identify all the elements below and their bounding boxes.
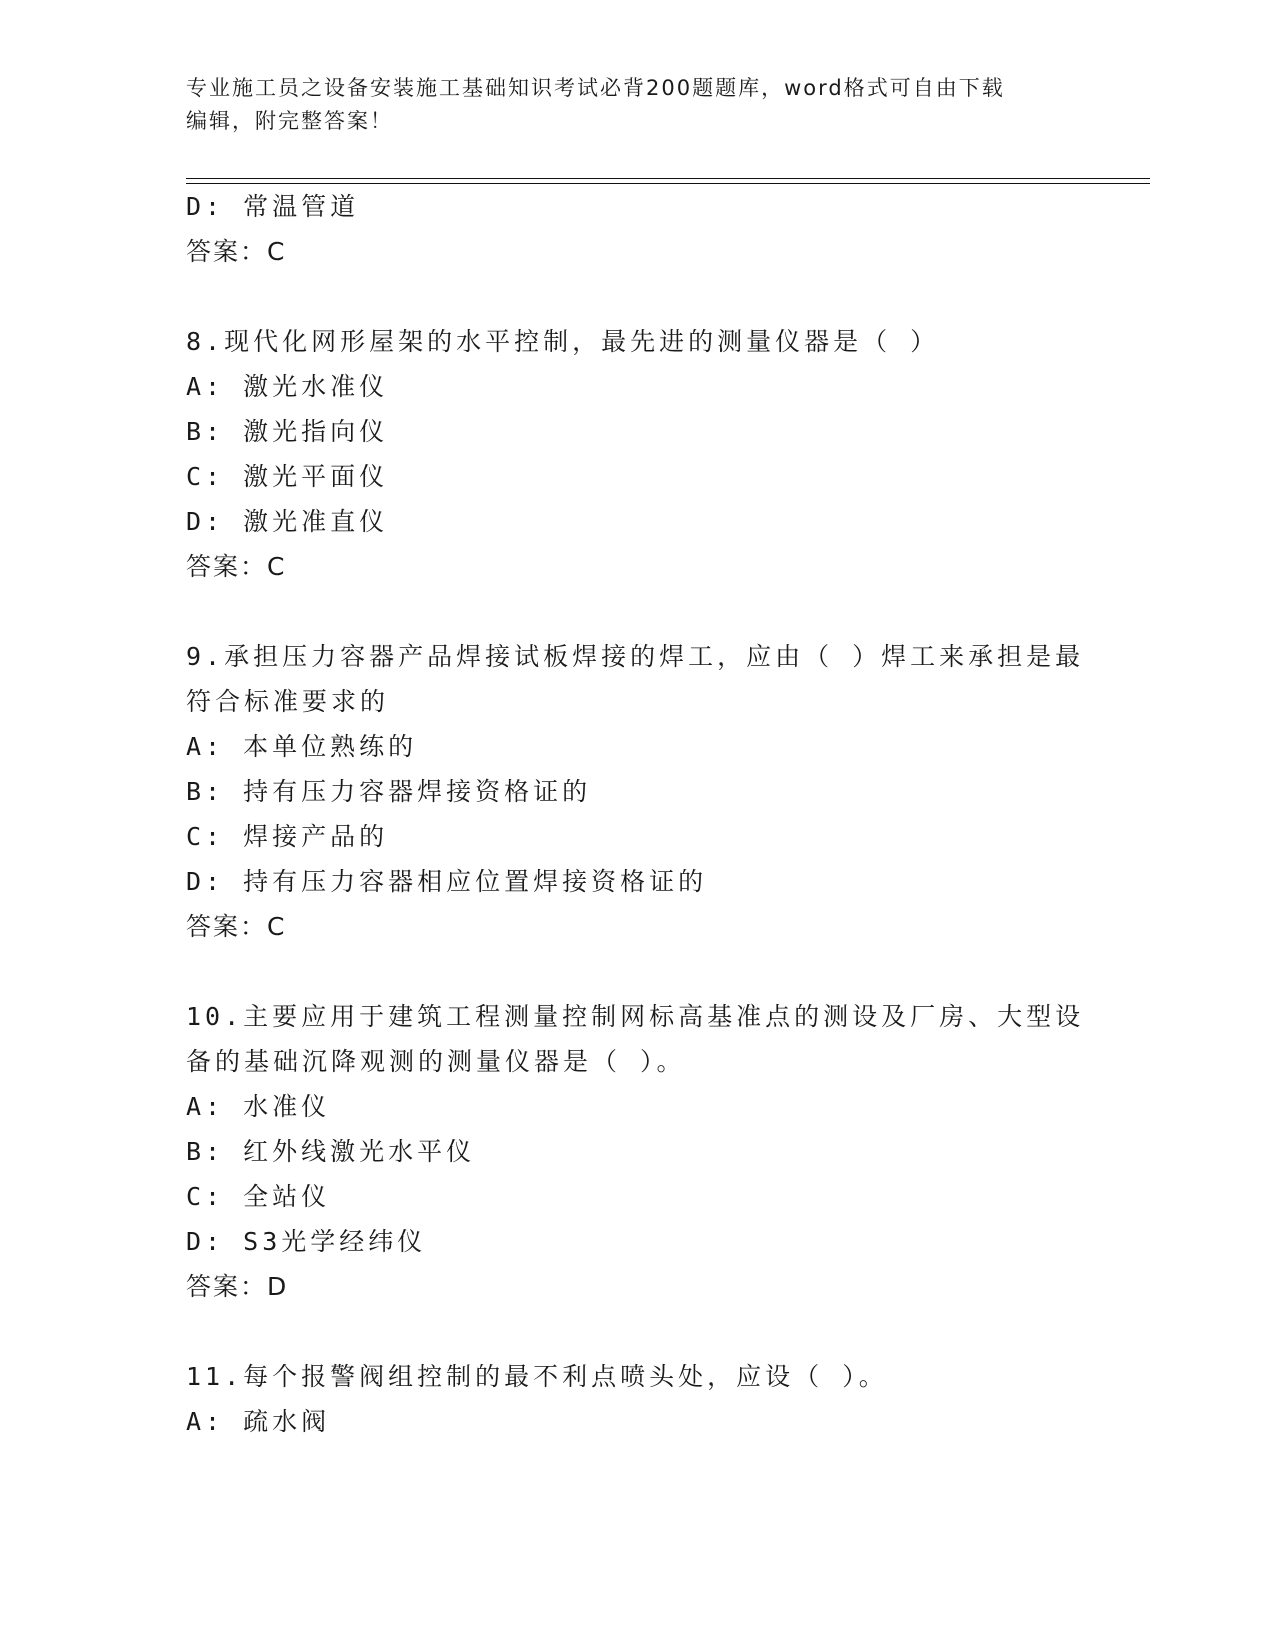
q8-option-c: C: 激光平面仪 [186,462,389,491]
q10-option-c: C: 全站仪 [186,1182,331,1211]
q10-option-b: B: 红外线激光水平仪 [186,1137,476,1166]
q8-answer: 答案：C [186,552,287,581]
header-divider-bottom [186,183,1150,184]
header-divider-top [186,178,1150,179]
prev-option-d: D: 常温管道 [186,192,360,221]
q9-option-b: B: 持有压力容器焊接资格证的 [186,777,592,806]
q9-stem-line-2: 符合标准要求的 [186,687,390,716]
q10-option-a: A: 水准仪 [186,1092,331,1121]
q8-option-d: D: 激光准直仪 [186,507,389,536]
q10-answer: 答案：D [186,1272,289,1301]
q8-stem: 8.现代化网形屋架的水平控制，最先进的测量仪器是（ ） [186,327,940,356]
q10-stem-line-1: 10.主要应用于建筑工程测量控制网标高基准点的测设及厂房、大型设 [186,1002,1085,1031]
page-header [186,72,1086,138]
q9-option-d: D: 持有压力容器相应位置焊接资格证的 [186,867,708,896]
header-title-line-2: 编辑，附完整答案！ [186,109,393,133]
header-title-line-1: 专业施工员之设备安装施工基础知识考试必背200题题库，word格式可自由下载 [186,76,1005,100]
q11-option-a: A: 疏水阀 [186,1407,331,1436]
prev-answer: 答案：C [186,237,287,266]
q10-option-d: D: S3光学经纬仪 [186,1227,427,1256]
q9-option-c: C: 焊接产品的 [186,822,389,851]
q8-option-b: B: 激光指向仪 [186,417,389,446]
q9-stem-line-1: 9.承担压力容器产品焊接试板焊接的焊工，应由（ ）焊工来承担是最 [186,642,1085,671]
q9-option-a: A: 本单位熟练的 [186,732,418,761]
q8-option-a: A: 激光水准仪 [186,372,389,401]
q9-answer: 答案：C [186,912,287,941]
q10-stem-line-2: 备的基础沉降观测的测量仪器是（ ）。 [186,1047,686,1076]
q11-stem: 11.每个报警阀组控制的最不利点喷头处，应设（ ）。 [186,1362,888,1391]
